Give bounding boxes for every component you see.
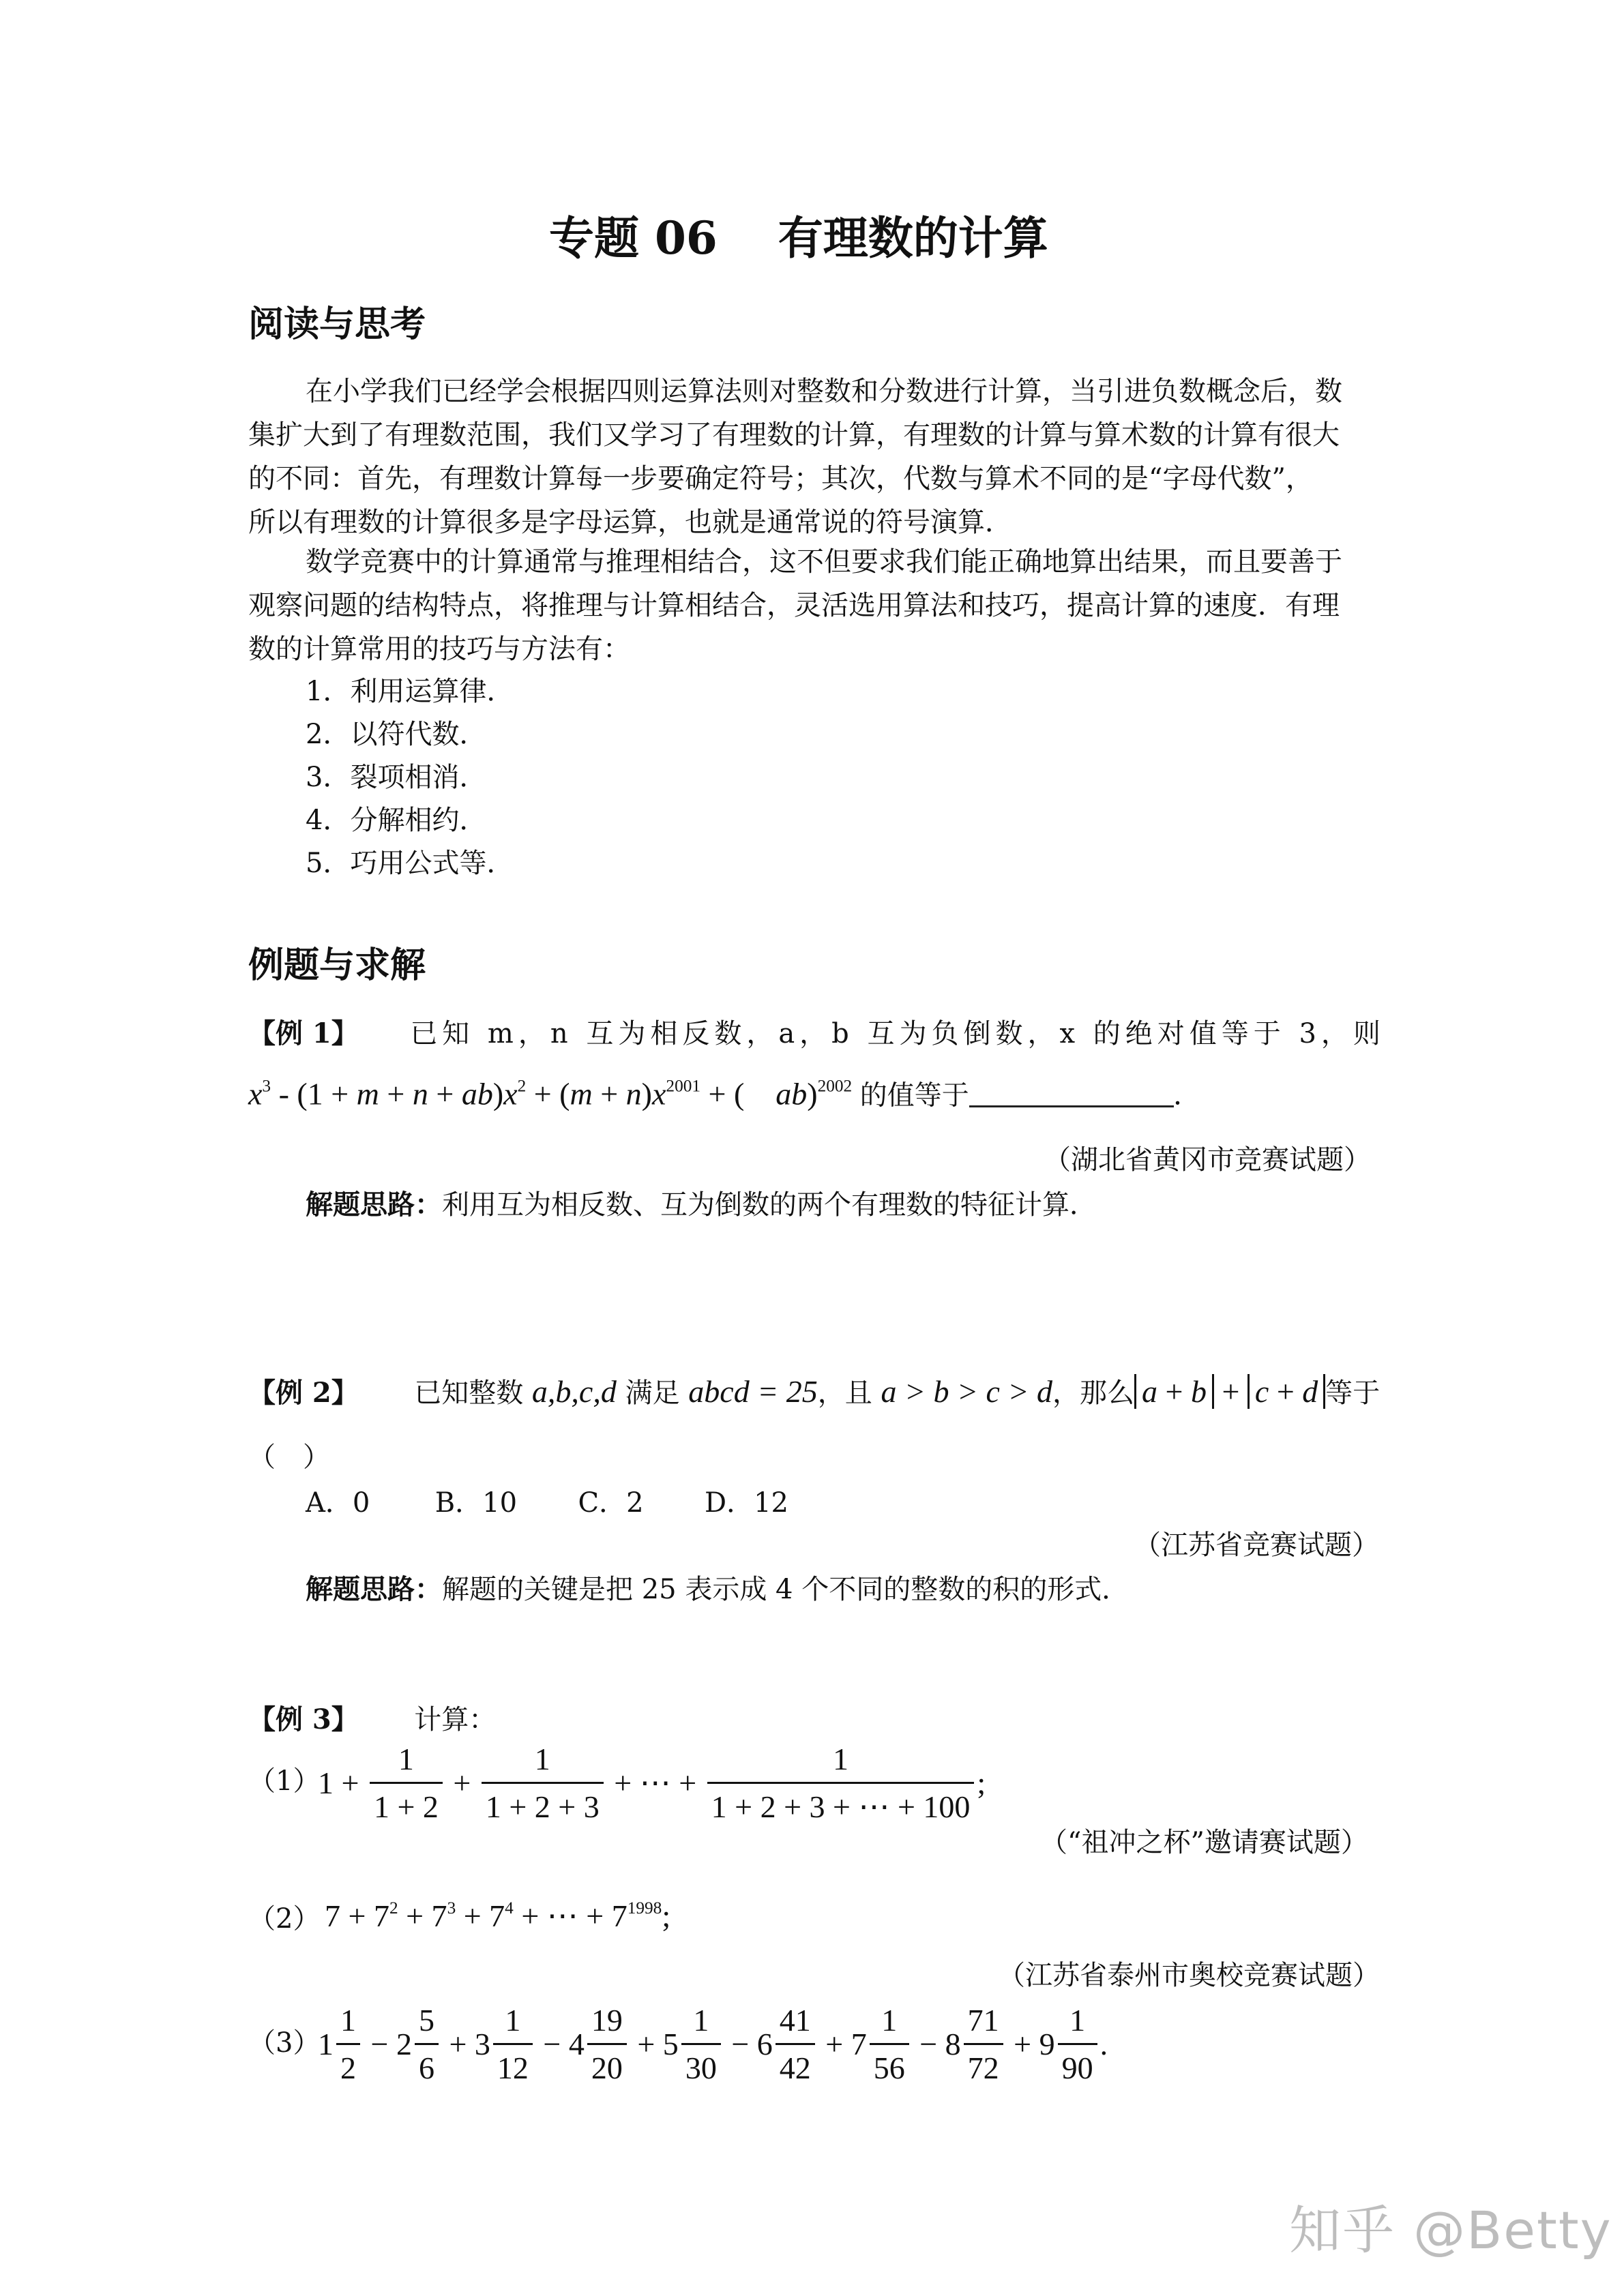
ex3-part2-formula: $7 + 7^2 + 7^3 + 7^4$ + ⋯ + $7^{1998}$; [325, 1898, 671, 1933]
example-label: 【例 3】 [248, 1703, 359, 1735]
example-2-statement [248, 1373, 1380, 1410]
list-item: 2．以符代数． [306, 719, 487, 750]
hint-label: 解题思路： [306, 1573, 442, 1605]
ex3-part2-source: （江苏省泰州市奥校竞赛试题） [998, 1960, 1380, 1991]
option-d: D．12 [705, 1487, 788, 1519]
hint-label: 解题思路： [306, 1189, 442, 1221]
paragraph-line: 观察问题的结构特点，将推理与计算相结合，灵活选用算法和技巧，提高计算的速度．有理 [248, 590, 1340, 621]
list-item: 5．巧用公式等． [306, 848, 514, 879]
example-1-statement: 已知 m，n 互为相反数，a，b 互为负倒数，x 的绝对值等于 3，则 [410, 1018, 1385, 1049]
fraction: $\frac{71}{72}$ [964, 2001, 1003, 2087]
period: . [1173, 1076, 1182, 1112]
ex2-text: 已知整数 [414, 1377, 524, 1409]
fraction: $\frac{1}{1 + 2 + 3}$ [482, 1740, 604, 1825]
fraction: $\frac{1}{56}$ [870, 2001, 909, 2087]
ex3-text: 计算： [414, 1704, 497, 1735]
fraction: $\frac{41}{42}$ [776, 2001, 815, 2087]
ex3-part1-formula: 1 + $\frac{1}{1 + 2}$ + $\frac{1}{1 + 2 + 3}$ + ⋯ + $\frac{1}{1 + 2 + 3 + \cdots + 100}$ ; [318, 1740, 986, 1825]
hint-text: 利用互为相反数、互为倒数的两个有理数的特征计算． [442, 1189, 1097, 1221]
ex2-text: 等于 [1325, 1377, 1381, 1409]
ex2-text: ，且 [817, 1377, 872, 1409]
fraction: $\frac{1}{90}$ [1058, 2001, 1097, 2087]
example-1-tail: 的值等于 [859, 1079, 969, 1112]
fraction: $\frac{1}{2}$ [336, 2001, 360, 2087]
example-2-options [306, 1487, 788, 1519]
list-item: 4．分解相约． [306, 805, 487, 836]
ex2-vars: a,b,c,d [531, 1374, 617, 1409]
ex3-part2-label: （2） [248, 1903, 321, 1935]
fraction: $\frac{5}{6}$ [415, 2001, 439, 2087]
ex3-part3-label: （3） [248, 2027, 321, 2059]
example-1-hint [306, 1189, 1097, 1221]
paragraph-line: 集扩大到了有理数范围，我们又学习了有理数的计算，有理数的计算与算术数的计算有很大 [248, 419, 1340, 451]
paragraph-line: 所以有理数的计算很多是字母运算，也就是通常说的符号演算． [248, 507, 1012, 538]
option-c: C．2 [578, 1487, 644, 1519]
fraction: $\frac{1}{1 + 2}$ [370, 1740, 443, 1825]
ex2-condition: abcd = 25 [688, 1374, 818, 1409]
example-1-label [248, 1017, 1385, 1050]
ex3-part3-formula: 1 $\frac{1}{2}$ − 2 $\frac{5}{6}$ + 3 $\frac{1}{12}$ − 4 $\frac{19}{20}$ + 5 $\frac{1}{30}$ − 6 $\frac{41}{42}$ + 7 $\frac{1}{56}$ − 8 $\frac{71}{72}$ + 9 $\frac{1}{90}$ . [318, 2001, 1108, 2087]
ex2-text: 满足 [625, 1377, 680, 1409]
fraction: $\frac{1}{12}$ [493, 2001, 533, 2087]
example-2-hint [306, 1573, 1129, 1606]
example-label: 【例 1】 [248, 1017, 359, 1049]
paragraph-line: 的不同：首先，有理数计算每一步要确定符号；其次，代数与算术不同的是“字母代数”， [248, 463, 1313, 494]
example-1-source: （湖北省黄冈市竞赛试题） [1044, 1144, 1371, 1176]
fraction: $\frac{1}{30}$ [681, 2001, 721, 2087]
ex2-order: a > b > c > d [881, 1374, 1053, 1409]
ex2-expression: a + b + c + d [1134, 1374, 1325, 1409]
option-b: B．10 [434, 1487, 518, 1519]
hint-text: 解题的关键是把 25 表示成 4 个不同的整数的积的形式． [442, 1574, 1130, 1605]
ex3-part1-label: （1） [248, 1765, 321, 1797]
ex3-part1-source: （“祖冲之杯”邀请赛试题） [1040, 1827, 1368, 1858]
ex2-text: ，那么 [1052, 1377, 1135, 1409]
watermark: 知乎 @Betty [1289, 2200, 1612, 2261]
example-label: 【例 2】 [248, 1377, 359, 1409]
paragraph-line: 数的计算常用的技巧与方法有： [248, 633, 630, 665]
option-a: A．0 [306, 1487, 370, 1519]
answer-blank [969, 1074, 1174, 1107]
example-3-statement [248, 1703, 496, 1736]
list-item: 3．裂项相消． [306, 762, 487, 793]
paragraph-line: 数学竞赛中的计算通常与推理相结合，这不但要求我们能正确地算出结果，而且要善于 [306, 546, 1342, 578]
fraction: $\frac{19}{20}$ [587, 2001, 627, 2087]
page-title: 专题 06 有理数的计算 [549, 211, 1048, 265]
example-1-formula: $x^3 - (1 + m + n + ab)x^2 + (m + n)x^{2001}$ + ( ab)$^{2002}$ 的值等于 . [248, 1074, 1181, 1113]
fraction: $\frac{1}{1 + 2 + 3 + \cdots + 100}$ [707, 1740, 975, 1825]
section-heading-examples: 例题与求解 [248, 944, 426, 986]
example-2-paren: （ ） [248, 1442, 330, 1473]
example-2-source: （江苏省竞赛试题） [1134, 1530, 1379, 1561]
section-heading-reading: 阅读与思考 [248, 303, 426, 345]
paragraph-line: 在小学我们已经学会根据四则运算法则对整数和分数进行计算，当引进负数概念后，数 [306, 376, 1342, 407]
list-item: 1．利用运算律． [306, 676, 514, 707]
